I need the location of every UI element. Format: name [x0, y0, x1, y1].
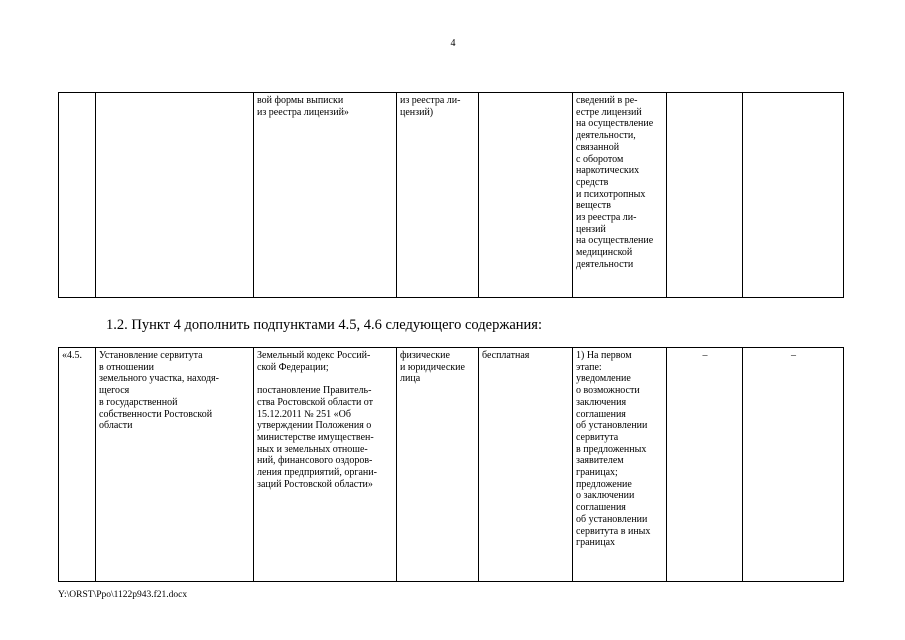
cell-result: сведений в ре- естре лицензий на осуществление деятельности, связанной с оборотом наркотических средств и психотропных веществ из реестра ли- цензий на осуществление медицинской деятельности [573, 93, 667, 298]
continued-table [58, 92, 844, 298]
table-row [59, 93, 844, 298]
cell-result: 1) На первом этапе: уведомление о возможности заключения соглашения об установлении сервитута в предложенных заявителем границах; предложение о заключении соглашения об установлении сервитута в иных границах [573, 348, 667, 582]
cell-dash-2: – [743, 348, 844, 582]
page-number: 4 [450, 38, 456, 49]
section-heading: 1.2. Пункт 4 дополнить подпунктами 4.5, 4.6 следующего содержания: [106, 317, 542, 333]
cell-number: «4.5. [59, 348, 96, 582]
cell-fee: бесплатная [479, 348, 573, 582]
cell-extra-1 [667, 93, 743, 298]
new-items-table [58, 347, 844, 582]
cell-legal-basis: Земельный кодекс Россий- ской Федерации; постановление Правитель- ства Ростовской области от 15.12.2011 № 251 «Об утверждении Положения о министерстве имуществен- ных и земельных отноше- ний, финансового оздоров- ления предприятий, органи- заций Ростовской области» [254, 348, 397, 582]
cell-number [59, 93, 96, 298]
cell-service-name: Установление сервитута в отношении земельного участка, находя- щегося в государственной собственности Ростовской области [96, 348, 254, 582]
cell-service-name [96, 93, 254, 298]
table-row [59, 348, 844, 582]
cell-applicants: из реестра ли- цензий) [397, 93, 479, 298]
cell-applicants: физические и юридические лица [397, 348, 479, 582]
footer-file-path: Y:\ORST\Ppo\1122p943.f21.docx [58, 590, 188, 600]
cell-dash-1: – [667, 348, 743, 582]
cell-extra-2 [743, 93, 844, 298]
cell-legal-basis: вой формы выписки из реестра лицензий» [254, 93, 397, 298]
cell-fee [479, 93, 573, 298]
